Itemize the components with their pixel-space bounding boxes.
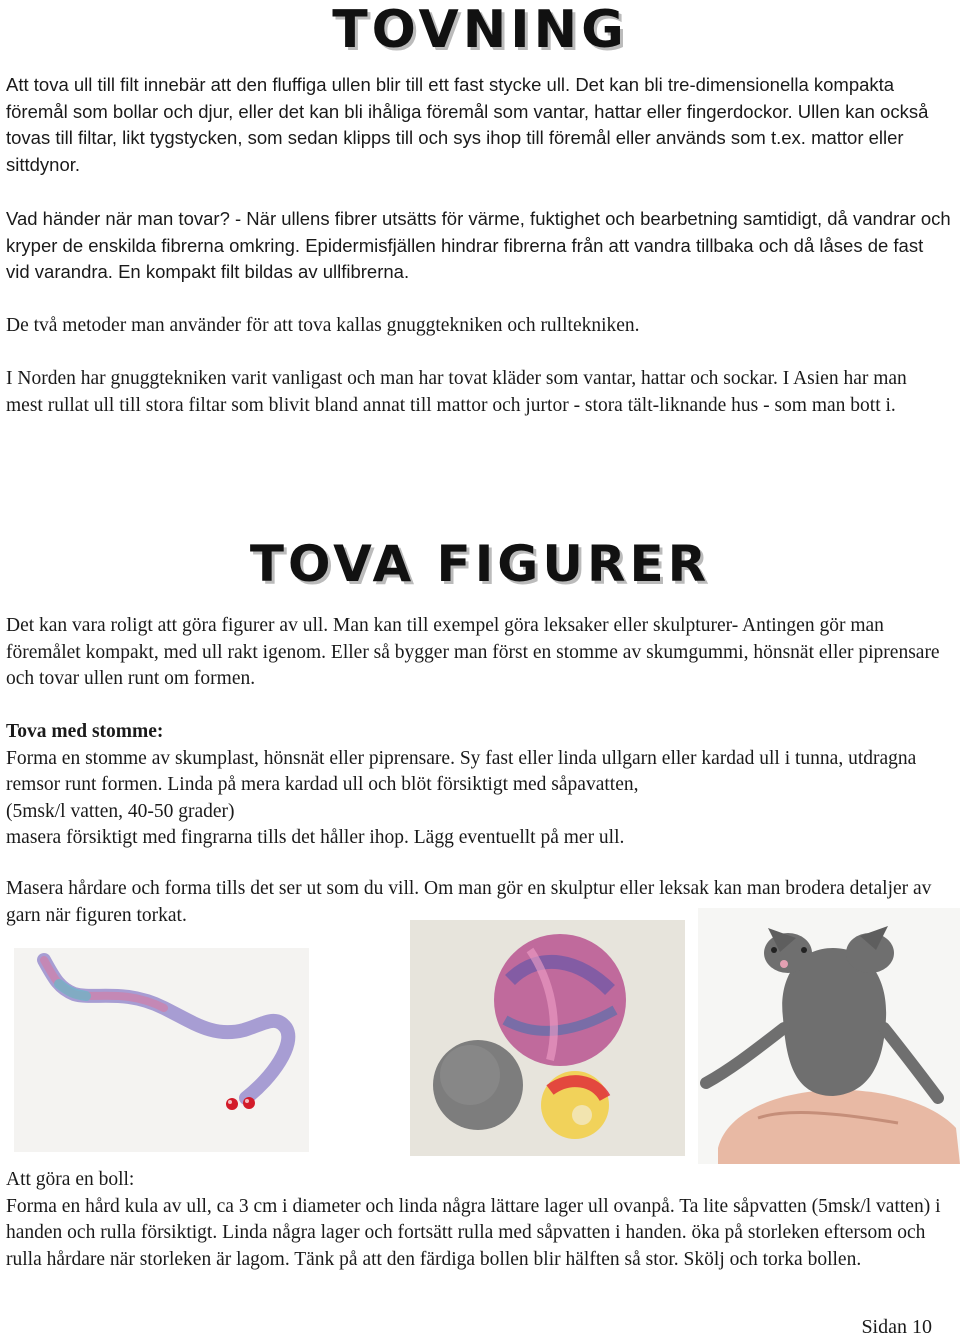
intro-paragraph: Att tova ull till filt innebär att den fluffiga ullen blir till ett fast stycke ull. Det kan bli tre-dimensionella kompakta föremål som bollar och djur, eller det kan bli ihåliga föremål som vantar, hattar eller fingerdockor. Ullen kan också tovas till filtar, likt tygstycken, som sedan klipps till och sys ihop till föremål eller används som t.ex. mattor eller sittdynor.	[6, 74, 929, 175]
page-title: TOVNING	[332, 0, 628, 60]
sculpt-paragraph: Masera hårdare och forma tills det ser ut som du vill. Om man gör en skulptur eller leksak kan man brodera detaljer av garn när figuren torkat.	[6, 878, 932, 926]
section-title-tova-figurer: TOVA FIGURER	[249, 535, 711, 593]
felted-cat-puppet-photo	[698, 908, 960, 1164]
felted-worm-photo	[14, 948, 309, 1152]
history-paragraph: I Norden har gnuggtekniken varit vanligast och man har tovat kläder som vantar, hattar och sockar. I Asien har man mest rullat ull till stora filtar som blivit bland annat till mattor och jurtor - stora tält-liknande hus - som man bott i.	[6, 368, 907, 416]
frame-step-1: Forma en stomme av skumplast, hönsnät eller piprensare. Sy fast eller linda ullgarn eller kardad ull i tunna, utdragna remsor runt formen. Linda på mera kardad ull och blöt försiktigt med såpavatten,	[6, 747, 917, 795]
frame-heading: Tova med stomme:	[6, 721, 164, 742]
ball-instructions	[6, 1167, 956, 1273]
figures-intro-paragraph: Det kan vara roligt att göra figurer av ull. Man kan till exempel göra leksaker eller skulpturer- Antingen gör man föremålet kompakt, med ull rakt igenom. Eller så bygger man först en stomme av skumgummi, hönsnät eller piprensare och tovar ullen runt om formen.	[6, 615, 940, 689]
frame-step-3: masera försiktigt med fingrarna tills det håller ihop. Lägg eventuellt på mer ull.	[6, 827, 625, 848]
frame-instructions	[6, 719, 956, 852]
ball-heading: Att göra en boll:	[6, 1169, 135, 1190]
felt-balls-photo	[410, 920, 685, 1156]
frame-step-2: (5msk/l vatten, 40-50 grader)	[6, 800, 235, 822]
page-number: Sidan 10	[861, 1316, 932, 1338]
ball-text: Forma en hård kula av ull, ca 3 cm i diameter och linda några lättare lager ull ovanpå. Ta lite såpvatten (5msk/l vatten) i handen och rulla försiktigt. Linda några lager och fortsätt rulla med såpvatten i handen. öka på storleken eftersom och rulla hårdare när storleken är lagom. Tänk på att den färdiga bollen blir hälften så stor. Skölj och torka bollen.	[6, 1195, 941, 1270]
how-felting-works-paragraph: Vad händer när man tovar? - När ullens fibrer utsätts för värme, fuktighet och bearbetning samtidigt, då vandrar och kryper de enskilda fibrerna omkring. Epidermisfjällen hindrar fibrerna från att vandra tillbaka och då låses de fast vid varandra. En kompakt filt bildas av ullfibrerna.	[6, 208, 951, 282]
methods-paragraph: De två metoder man använder för att tova kallas gnuggtekniken och rulltekniken.	[6, 315, 640, 336]
